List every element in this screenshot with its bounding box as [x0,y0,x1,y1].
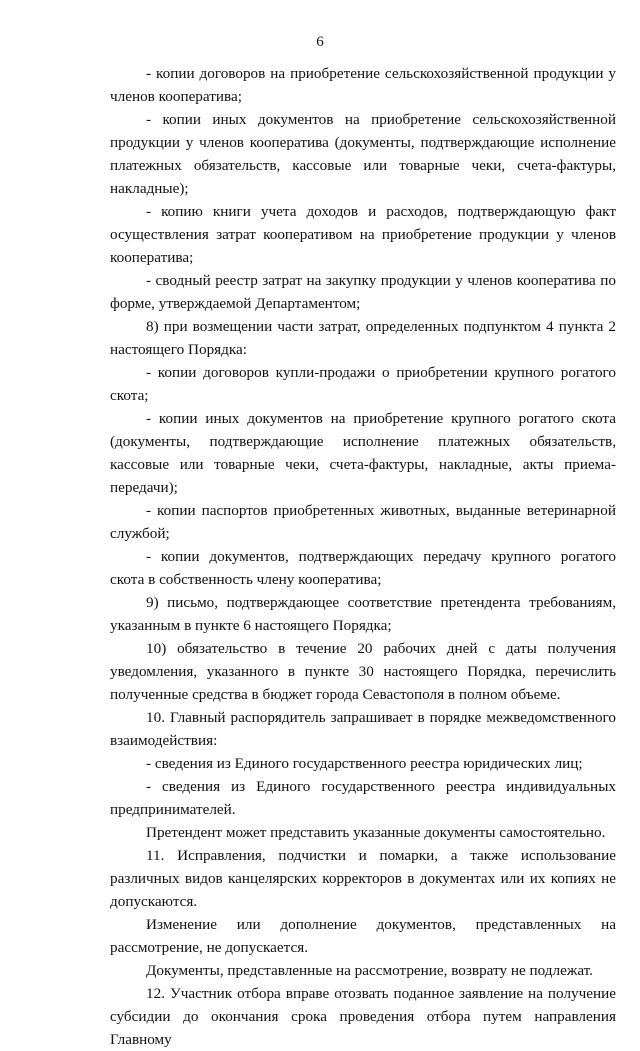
paragraph-18: Документы, представленные на рассмотрение, возврату не подлежат. [146,962,593,979]
paragraph-12: 10. Главный распорядитель запрашивает в порядке межведомственного взаимодействия: [110,709,616,749]
paragraph-6: - копии договоров купли-продажи о приобретении крупного рогатого скота; [110,364,616,404]
document-body [110,62,616,1051]
paragraph-5: 8) при возмещении части затрат, определенных подпунктом 4 пункта 2 настоящего Порядка: [110,318,616,358]
paragraph-4: - сводный реестр затрат на закупку продукции у членов кооператива по форме, утверждаемой Департаментом; [110,272,616,312]
paragraph-3: - копию книги учета доходов и расходов, подтверждающую факт осуществления затрат кооперативом на приобретение продукции у членов кооператива; [110,203,616,266]
paragraph-1: - копии договоров на приобретение сельскохозяйственной продукции у членов кооператива; [110,65,616,105]
paragraph-10: 9) письмо, подтверждающее соответствие претендента требованиям, указанным в пункте 6 настоящего Порядка; [110,594,616,634]
paragraph-15: Претендент может представить указанные документы самостоятельно. [146,824,606,841]
page-number: 6 [316,34,324,50]
paragraph-7: - копии иных документов на приобретение крупного рогатого скота (документы, подтверждающие исполнение платежных обязательств, кассовые или товарные чеки, счета-фактуры, накладные, акты приема-передачи); [110,410,616,496]
paragraph-11: 10) обязательство в течение 20 рабочих дней с даты получения уведомления, указанного в пункте 30 настоящего Порядка, перечислить полученные средства в бюджет города Севастополя в полном объеме. [110,640,616,703]
paragraph-8: - копии паспортов приобретенных животных, выданные ветеринарной службой; [110,502,616,542]
paragraph-14: - сведения из Единого государственного реестра индивидуальных предпринимателей. [110,778,616,818]
paragraph-13: - сведения из Единого государственного реестра юридических лиц; [146,755,583,772]
paragraph-17: Изменение или дополнение документов, представленных на рассмотрение, не допускается. [110,916,616,956]
paragraph-2: - копии иных документов на приобретение сельскохозяйственной продукции у членов кооператива (документы, подтверждающие исполнение платежных обязательств, кассовые или товарные чеки, счета-фактуры, накладные); [110,111,616,197]
paragraph-19: 12. Участник отбора вправе отозвать поданное заявление на получение субсидии до окончания срока проведения отбора путем направления Главному [110,985,616,1048]
paragraph-16: 11. Исправления, подчистки и помарки, а также использование различных видов канцелярских корректоров в документах или их копиях не допускаются. [110,847,616,910]
paragraph-9: - копии документов, подтверждающих передачу крупного рогатого скота в собственность члену кооператива; [110,548,616,588]
